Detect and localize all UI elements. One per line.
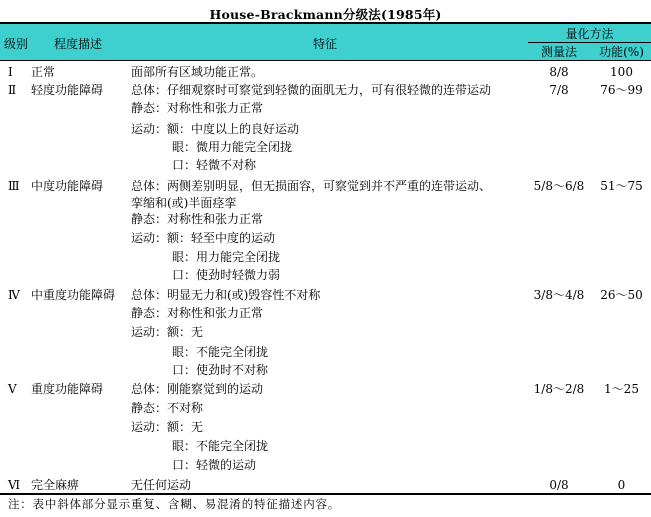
header-description: 程度描述 <box>54 37 103 51</box>
grade-level: Ⅴ <box>8 382 17 396</box>
grade-feature: 静态：对称性和张力正常 <box>131 212 264 226</box>
table-title: House-Brackmann分级法(1985年) <box>209 7 442 22</box>
header-function: 功能(%) <box>599 45 644 59</box>
grade-measure: 7/8 <box>549 83 569 97</box>
grade-function: 1～25 <box>604 382 639 396</box>
grade-feature: 无任何运动 <box>131 478 192 492</box>
bottom-rule <box>0 493 651 495</box>
grade-feature: 总体：明显无力和(或)毁容性不对称 <box>131 288 321 302</box>
grade-level: Ⅳ <box>8 288 20 302</box>
grade-feature: 面部所有区域功能正常。 <box>131 65 264 79</box>
grade-name: 完全麻痹 <box>31 478 80 492</box>
grade-level: Ⅵ <box>8 478 21 492</box>
grade-function: 51～75 <box>600 179 643 193</box>
grade-feature: 口：轻微不对称 <box>172 158 257 172</box>
grade-feature: 眼：不能完全闭拢 <box>172 345 269 359</box>
grade-name: 正常 <box>31 65 56 79</box>
grade-name: 重度功能障碍 <box>31 382 104 396</box>
grade-feature: 总体：仔细观察时可察觉到轻微的面肌无力，可有很轻微的连带运动 <box>131 83 492 97</box>
grade-feature: 静态：对称性和张力正常 <box>131 306 264 320</box>
grade-measure: 5/8～6/8 <box>533 179 585 193</box>
grade-measure: 8/8 <box>549 65 569 79</box>
table-note: 注：表中斜体部分显示重复、含糊、易混淆的特征描述内容。 <box>8 497 341 511</box>
grade-feature: 总体：刚能察觉到的运动 <box>131 382 264 396</box>
grade-measure: 0/8 <box>549 478 569 492</box>
grade-feature: 静态：不对称 <box>131 401 204 415</box>
header-measure: 测量法 <box>540 45 577 59</box>
grade-function: 76～99 <box>600 83 643 97</box>
grade-function: 100 <box>610 65 633 79</box>
header-level: 级别 <box>4 37 29 51</box>
grade-feature: 眼：用力能完全闭拢 <box>172 250 281 264</box>
header-features: 特征 <box>313 37 338 51</box>
grade-feature: 口：轻微的运动 <box>172 458 257 472</box>
grade-function: 26～50 <box>600 288 643 302</box>
grade-measure: 1/8～2/8 <box>533 382 585 396</box>
grade-feature: 运动：额：轻至中度的运动 <box>131 231 276 245</box>
grade-level: Ⅱ <box>8 83 17 97</box>
grade-feature: 眼：不能完全闭拢 <box>172 439 269 453</box>
grade-feature: 口：使劲时轻微力弱 <box>172 268 281 282</box>
grade-feature: 运动：额：无 <box>131 420 204 434</box>
header-bottom-rule <box>0 60 651 61</box>
grade-level: Ⅲ <box>8 179 20 193</box>
grade-feature: 眼：微用力能完全闭拢 <box>172 140 293 154</box>
grade-name: 中度功能障碍 <box>31 179 104 193</box>
grade-feature: 总体：两侧差别明显，但无损面容，可察觉到并不严重的连带运动、 <box>131 179 492 193</box>
grade-feature: 运动：额：中度以上的良好运动 <box>131 122 300 136</box>
grade-function: 0 <box>617 478 626 492</box>
header-quant: 量化方法 <box>565 27 614 41</box>
grade-measure: 3/8～4/8 <box>533 288 585 302</box>
grade-name: 中重度功能障碍 <box>31 288 116 302</box>
grade-name: 轻度功能障碍 <box>31 83 104 97</box>
grade-feature: 运动：额：无 <box>131 325 204 339</box>
header-sub-rule <box>528 42 651 43</box>
grade-level: Ⅰ <box>8 65 13 79</box>
grade-feature: 静态：对称性和张力正常 <box>131 101 264 115</box>
grade-feature: 口：使劲时不对称 <box>172 363 269 377</box>
grade-feature: 挛缩和(或)半面痉挛 <box>131 196 237 210</box>
